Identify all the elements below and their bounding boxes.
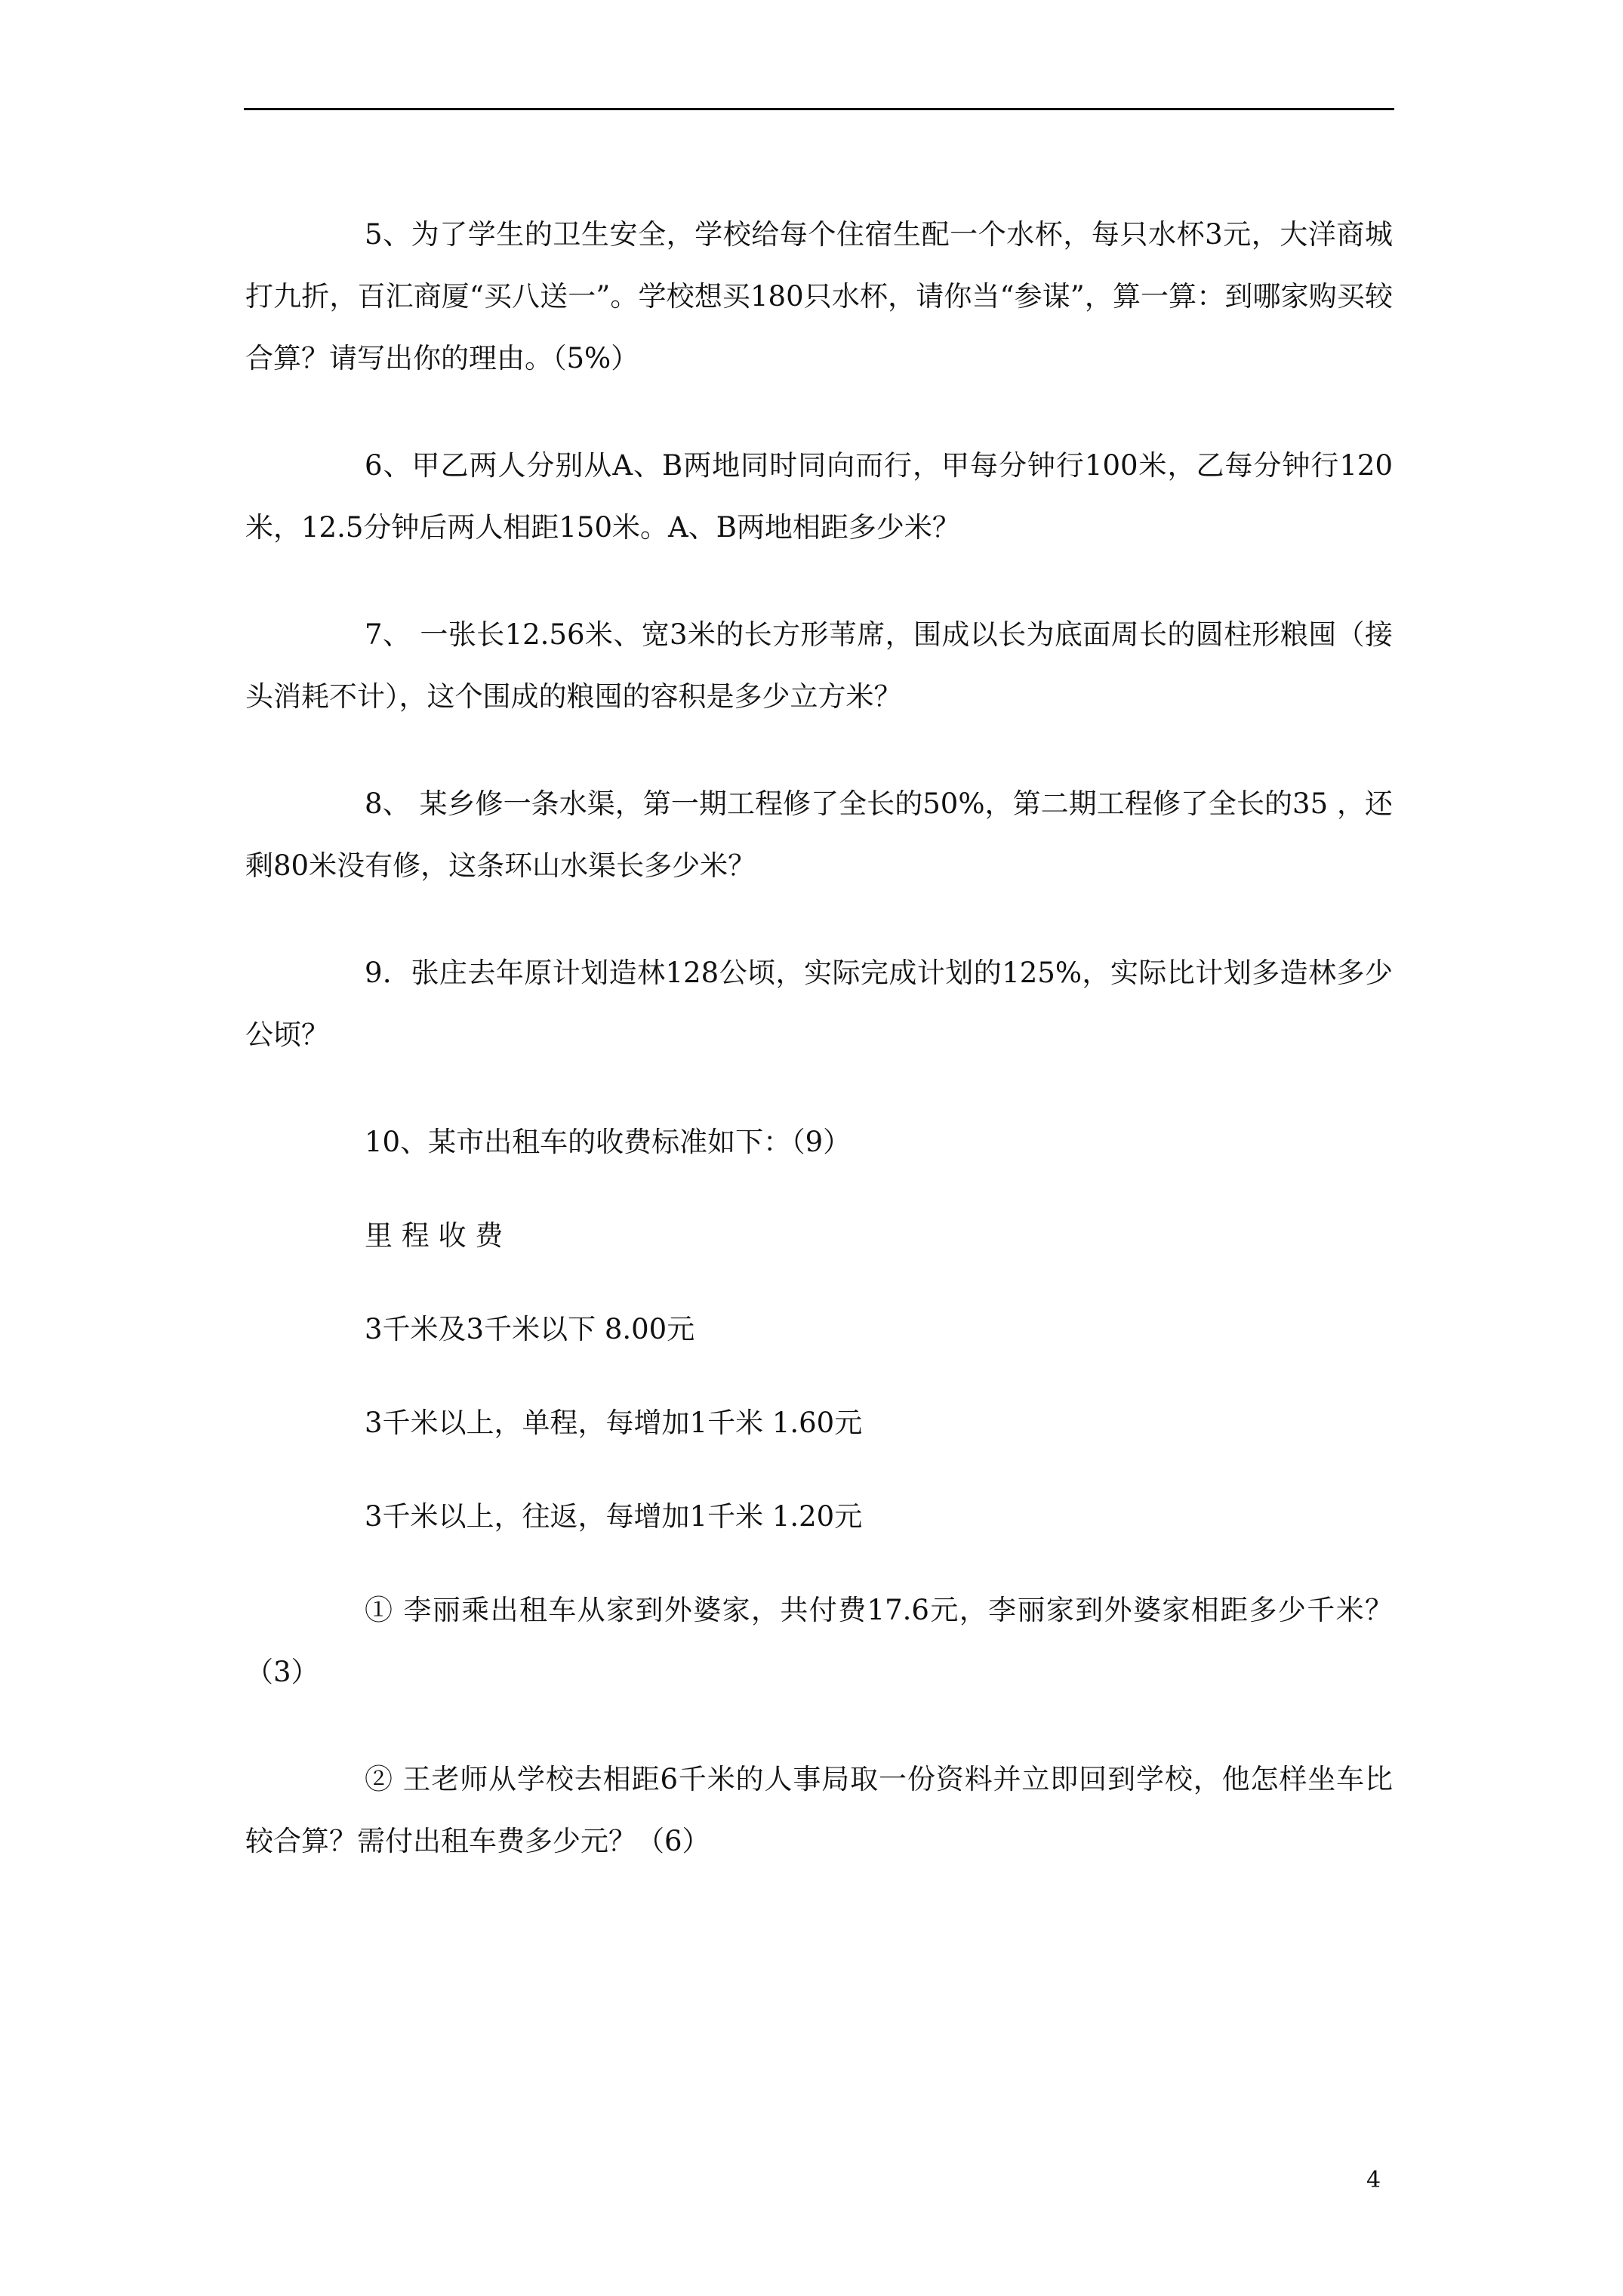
question-5: 5、为了学生的卫生安全，学校给每个住宿生配一个水杯，每只水杯3元，大洋商城打九折，百汇商厦“买八送一”。学校想买180只水杯，请你当“参谋”，算一算：到哪家购买较合算？请写出你的理由。（5%） [245,218,1393,374]
fare-row: 3千米及3千米以下 8.00元 [365,1313,695,1345]
subquestion-2: ② 王老师从学校去相距6千米的人事局取一份资料并立即回到学校，他怎样坐车比较合算？需付出租车费多少元？（6） [245,1763,1393,1857]
question-7: 7、 一张长12.56米、宽3米的长方形苇席，围成以长为底面周长的圆柱形粮囤（接头消耗不计），这个围成的粮囤的容积是多少立方米？ [245,618,1393,713]
fare-row: 3千米以上，单程，每增加1千米 1.60元 [365,1407,863,1439]
page-content [245,204,1393,1918]
subquestion-1: ① 李丽乘出租车从家到外婆家，共付费17.6元，李丽家到外婆家相距多少千米？（3） [245,1594,1393,1688]
page-number: 4 [1366,2167,1381,2193]
question-6: 6、甲乙两人分别从A、B两地同时同向而行，甲每分钟行100米，乙每分钟行120米，12.5分钟后两人相距150米。A、B两地相距多少米？ [245,449,1393,544]
question-10-intro: 10、某市出租车的收费标准如下：（9） [365,1126,852,1158]
header-rule [244,108,1394,110]
fare-row: 3千米以上，往返，每增加1千米 1.20元 [365,1500,863,1533]
question-8: 8、 某乡修一条水渠，第一期工程修了全长的50%，第二期工程修了全长的35 ，还剩80米没有修，这条环山水渠长多少米？ [245,787,1393,882]
fare-table-header: 里 程 收 费 [365,1219,504,1252]
question-9: 9．张庄去年原计划造林128公顷，实际完成计划的125%，实际比计划多造林多少公顷？ [245,957,1393,1051]
